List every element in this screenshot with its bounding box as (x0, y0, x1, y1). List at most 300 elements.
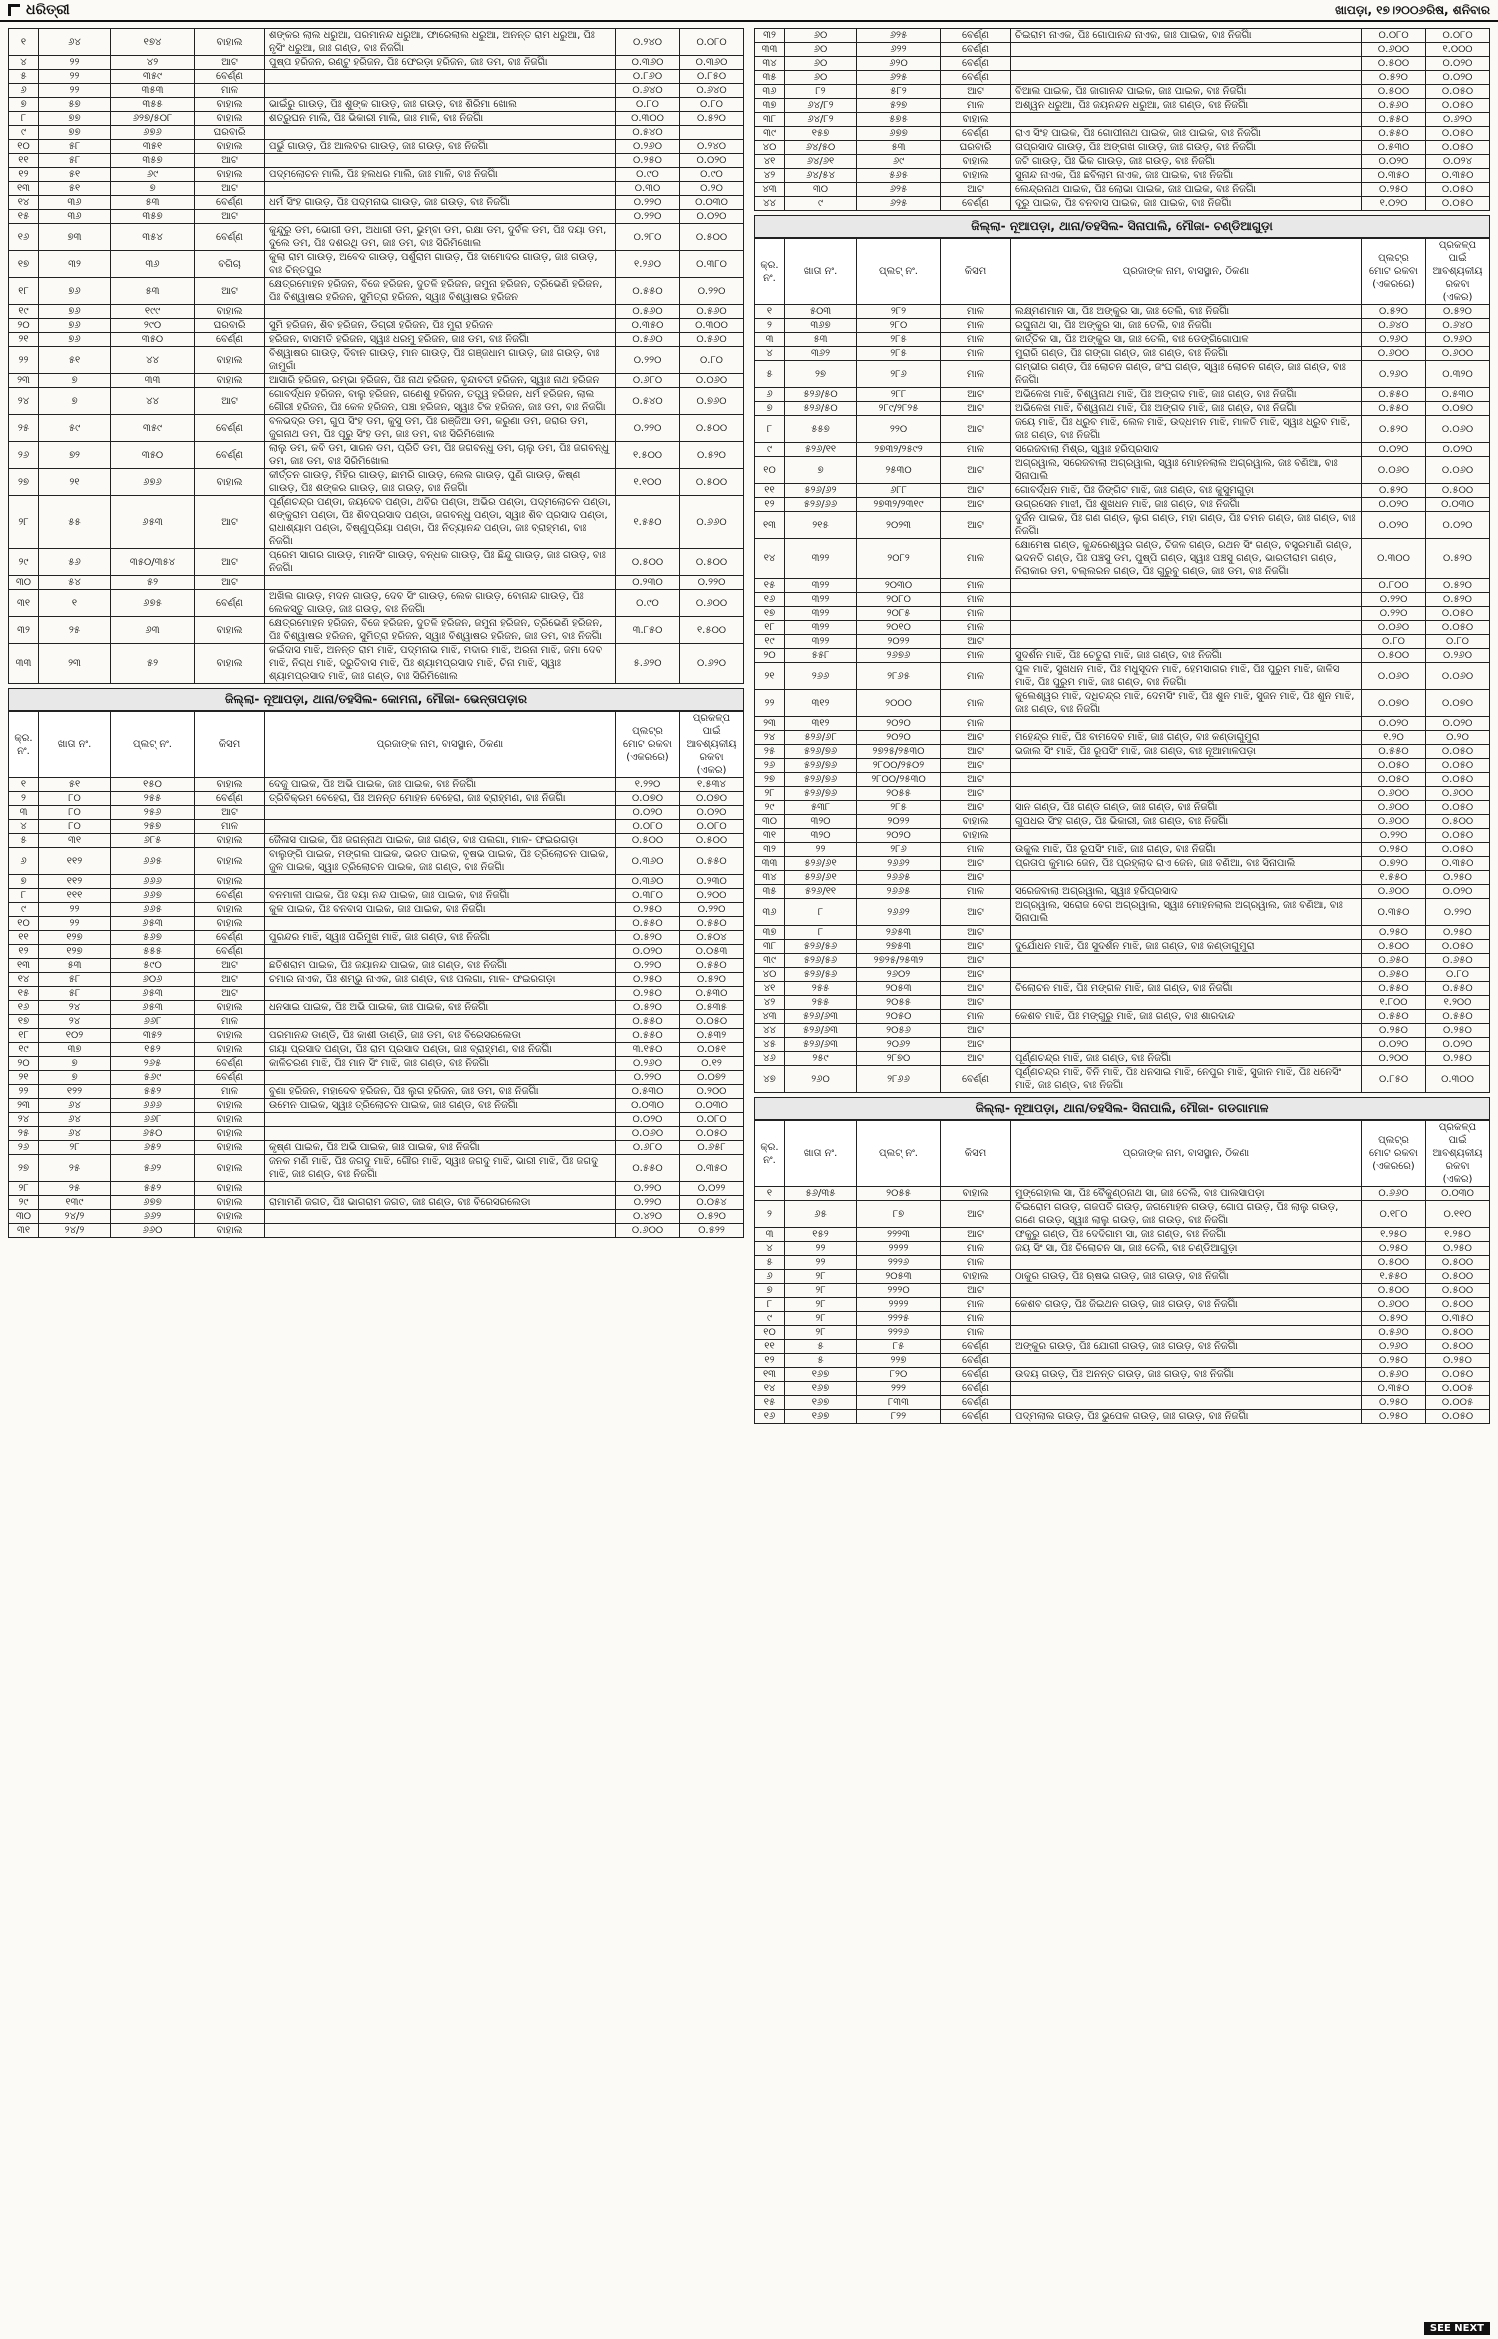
cell-sl: ୧୧ (9, 154, 39, 168)
cell-kisam: ଆଟ (941, 982, 1011, 996)
cell-total: ୦.୨୦୦ (1362, 1052, 1426, 1066)
table-row (755, 579, 1490, 593)
cell-plot: ୨୮୦ (857, 319, 941, 333)
table-row (9, 1001, 744, 1015)
cell-owner (1011, 871, 1362, 885)
cell-req: ୦.୦୭୨ (680, 1071, 744, 1085)
column-header-sl: କ୍ର. ନଂ. (9, 712, 39, 778)
cell-kisam: ମାଳ (941, 663, 1011, 690)
cell-plot: ୩୫୩ (111, 84, 195, 98)
cell-owner: ପୁରନ୍ଦର ମାଝି, ସ୍ୱାଃ ପରିମୁଖ ମାଝି, ଜାଃ ଗଣ୍ଡ, ବାଃ ନିଜର୍ଗାଁ (265, 931, 616, 945)
cell-total: ୦.୫୩୦ (1362, 141, 1426, 155)
cell-sl: ୩୦ (9, 576, 39, 590)
cell-req: ୦.୮୦ (1426, 968, 1490, 982)
column-header-plot: ପ୍ଲଟ୍ ନଂ. (111, 712, 195, 778)
table-row (9, 415, 744, 442)
cell-kisam: ମାଳ (941, 1298, 1011, 1312)
cell-sl: ୪ (9, 820, 39, 834)
cell-kisam: ଆଟ (195, 496, 265, 549)
table-row (755, 197, 1490, 211)
cell-khata: ୮୦ (39, 792, 111, 806)
cell-kisam: ମାଳ (941, 621, 1011, 635)
cell-khata: ୧୬୭ (785, 1396, 857, 1410)
cell-req: ୧.୨୫୦ (1426, 1228, 1490, 1242)
cell-total: ୦.୦୨୦ (1362, 155, 1426, 169)
cell-sl: ୩୨ (9, 617, 39, 644)
cell-req: ୦.୦୫୦ (1426, 197, 1490, 211)
cell-khata: ୫ (785, 1354, 857, 1368)
cell-plot: ୨୦୦୦ (857, 690, 941, 717)
column-header-khata: ଖାତା ନଂ. (785, 1121, 857, 1187)
cell-kisam: ମାଳ (195, 84, 265, 98)
cell-plot: ୪୨ (111, 56, 195, 70)
cell-owner: କୁଲା ରାମ ଗାଉଡ଼, ଅବେଦ ଗାଉଡ଼, ପର୍ଶୁରାମ ଗାଉଡ଼, ପିଃ ଦାମୋଦର ଗାଉଡ଼, ଜାଃ ଗଉଡ଼, ବାଃ ଚିନ୍ତପୁର (265, 251, 616, 278)
table-row (755, 801, 1490, 815)
cell-sl: ୩୦ (9, 1210, 39, 1224)
cell-owner (1011, 593, 1362, 607)
cell-req: ୦.୬୨୦ (1426, 113, 1490, 127)
cell-total: ୦.୬୦୦ (1362, 43, 1426, 57)
cell-khata: ୫୨୬/୭୬ (785, 745, 857, 759)
cell-sl: ୧୬ (755, 1410, 785, 1424)
cell-req: ୦.୦୨୦ (1426, 71, 1490, 85)
cell-plot: ୨୬୦୨ (857, 968, 941, 982)
cell-req: ୦.୩୫୦ (1426, 857, 1490, 871)
table-row (9, 1071, 744, 1085)
cell-sl: ୧୧ (755, 1340, 785, 1354)
cell-owner (1011, 926, 1362, 940)
table-row (9, 987, 744, 1001)
cell-req: ୦.୫୬୦ (680, 305, 744, 319)
cell-plot: ୨୨୨୩ (857, 1228, 941, 1242)
cell-plot: ୨୮୭୦ (857, 1052, 941, 1066)
cell-owner: ଫକୁରୁ ଗଣ୍ଡ, ପିଃ ଦେଦିଗାମ ସା, ଜାଃ ଗଣ୍ଡ, ବାଃ ନିଜର୍ଗାଁ (1011, 1228, 1362, 1242)
cell-kisam: ବେର୍ଣ୍ଣ (195, 792, 265, 806)
cell-sl: ୧୪ (755, 539, 785, 579)
cell-khata: ୫୨୬/୫୬ (785, 940, 857, 954)
cell-plot: ୨୬୬୫ (857, 871, 941, 885)
cell-kisam: ଘରବାରି (195, 319, 265, 333)
cell-owner: ସୁଦର୍ଶନ ମାଝି, ପିଃ ଚେତୁରା ମାଝି, ଜାଃ ଗଣ୍ଡ, ବାଃ ନିଜର୍ଗାଁ (1011, 649, 1362, 663)
cell-owner: ଦେଜୁ ପାଇକ, ପିଃ ଅଭି ପାଇକ, ଜାଃ ପାଇକ, ବାଃ ନିଜର୍ଗାଁ (265, 778, 616, 792)
table-row (755, 1284, 1490, 1298)
cell-req: ୦.୮୦ (1426, 635, 1490, 649)
cell-owner: ଜୈଳାସ ପାଇକ, ପିଃ ଜଗନ୍ନାଥ ପାଇକ, ଜାଃ ଗଣ୍ଡ, ବାଃ ପଲଗା, ମାଳ- ଫଇରଗଡ଼ା (265, 834, 616, 848)
cell-sl: ୩୬ (755, 85, 785, 99)
cell-total: ୦.୬୮୦ (616, 1141, 680, 1155)
cell-req: ୦.୬୦୦ (1426, 347, 1490, 361)
table-row (755, 663, 1490, 690)
cell-total: ୦.୦୮୦ (1362, 29, 1426, 43)
table-row (9, 617, 744, 644)
cell-kisam: ବେର୍ଣ୍ଣ (195, 442, 265, 469)
cell-kisam: ମାଳ (941, 347, 1011, 361)
cell-khata: ୮୦ (39, 820, 111, 834)
cell-kisam: ବାହାଲ (941, 1270, 1011, 1284)
cell-kisam: ବାହାଲ (195, 903, 265, 917)
cell-req: ୦.୫୩୫ (680, 1001, 744, 1015)
cell-khata: ୯ (785, 197, 857, 211)
cell-owner (1011, 968, 1362, 982)
cell-khata: ୨୫୯ (785, 1052, 857, 1066)
cell-req: ୦.୨୬୦ (1426, 649, 1490, 663)
cell-owner: ବନମାଳୀ ପାଇକ, ପିଃ ଦୟା ନନ୍ଦ ପାଇକ, ଜାଃ ପାଇକ, ବାଃ ନିଜର୍ଗାଁ (265, 889, 616, 903)
cell-total: ୦.୮୦ (1362, 635, 1426, 649)
table-row (755, 43, 1490, 57)
cell-total: ୦.୬୮୦ (616, 374, 680, 388)
cell-sl: ୨୦ (9, 1057, 39, 1071)
cell-khata: ୭ (39, 1071, 111, 1085)
cell-owner (1011, 1382, 1362, 1396)
cell-plot: ୫୩ (111, 278, 195, 305)
cell-khata: ୭୬ (39, 319, 111, 333)
cell-owner: କୁଲେଶ୍ୱର ମାଝି, ଦଧିଚନ୍ଦ୍ର ମାଝି, ଦେମସିଂ ମାଝି, ପିଃ ଶୁନ ମାଝି, ସୁଜନ ମାଝି, ପିଃ ଶୁନ ମାଝି, ଜାଃ ଗଣ୍ଡ, ବାଃ ନିଜର୍ଗାଁ (1011, 690, 1362, 717)
table-row (755, 57, 1490, 71)
cell-kisam: ଆଟ (941, 731, 1011, 745)
cell-sl: ୧୫ (9, 210, 39, 224)
cell-kisam: ବେର୍ଣ୍ଣ (941, 1382, 1011, 1396)
cell-req: ୦.୦୨୦ (1426, 512, 1490, 539)
cell-owner: ସୁନାନ୍ଦ ନାଏକ, ପିଃ ଛବିଲାମ ନାଏକ, ଜାଃ ପାଇକ, ବାଃ ନିଜର୍ଗାଁ (1011, 169, 1362, 183)
table-row (755, 871, 1490, 885)
cell-sl: ୯ (9, 126, 39, 140)
cell-owner (1011, 57, 1362, 71)
cell-kisam: ଆଟ (195, 278, 265, 305)
cell-khata: ୫୨୬/୫୦ (785, 402, 857, 416)
cell-khata: ୫୦୩ (785, 305, 857, 319)
cell-kisam: ବେର୍ଣ୍ଣ (195, 945, 265, 959)
cell-khata: ୭୩ (39, 224, 111, 251)
cell-owner: ଦୁର୍ଜନ ପାଇକ, ପିଃ ଗଣ ଗଣ୍ଡ, ଲୁଗ ଗଣ୍ଡ, ମହା ଗଣ୍ଡ, ପିଃ ଚମନ ଗଣ୍ଡ, ଜାଃ ଗଣ୍ଡ, ବାଃ ନିଜର୍ଗାଁ (1011, 512, 1362, 539)
cell-sl: ୩୬ (755, 899, 785, 926)
cell-khata: ୭ (39, 374, 111, 388)
cell-sl: ୪୩ (755, 183, 785, 197)
cell-req: ୦.୬୦୦ (680, 590, 744, 617)
cell-owner: ଲେନ୍ଦ୍ରନାଥ ପାଇକ, ପିଃ ଲୋଭା ପାଇକ, ଜାଃ ପାଇକ, ବାଃ ନିଜର୍ଗାଁ (1011, 183, 1362, 197)
brand (8, 2, 70, 18)
cell-plot: ୨୨୨ (857, 1382, 941, 1396)
cell-plot: ୨୮୫ (857, 801, 941, 815)
cell-kisam: ଆଟ (195, 973, 265, 987)
cell-total: ୧.୮୦୦ (1362, 996, 1426, 1010)
cell-req: ୦.୦୮୦ (1426, 29, 1490, 43)
cell-sl: ୭ (755, 402, 785, 416)
table-row (9, 154, 744, 168)
cell-kisam: ମାଳ (195, 1015, 265, 1029)
table-row (9, 1113, 744, 1127)
table-row (755, 512, 1490, 539)
cell-khata: ୧୧୨ (39, 875, 111, 889)
cell-plot: ୩୫୯ (111, 415, 195, 442)
cell-plot: ୨୭୫୩ (857, 940, 941, 954)
table-row (755, 885, 1490, 899)
cell-total: ୦.୨୫୦ (616, 987, 680, 1001)
table-row (755, 1038, 1490, 1052)
cell-sl: ୨୮ (755, 787, 785, 801)
cell-kisam: ମାଳ (941, 690, 1011, 717)
cell-kisam: ମାଳ (941, 649, 1011, 663)
cell-khata: ୨୨ (39, 70, 111, 84)
cell-khata: ୨୨ (785, 843, 857, 857)
column-header-total: ପ୍ଲଟ୍‌ର ମୋଟ ରକବା (ଏକରରେ) (1362, 1121, 1426, 1187)
cell-req: ୦.୩୬୦ (680, 56, 744, 70)
cell-req: ୦.୨୦୦ (680, 889, 744, 903)
cell-sl: ୩୫ (755, 71, 785, 85)
cell-khata: ୫୫୭ (785, 416, 857, 443)
cell-kisam: ମାଳ (941, 717, 1011, 731)
cell-owner (1011, 996, 1362, 1010)
cell-plot: ୫୬୯ (111, 1071, 195, 1085)
cell-owner (265, 1224, 616, 1238)
column-header-total: ପ୍ଲଟ୍‌ର ମୋଟ ରକବା (ଏକରରେ) (616, 712, 680, 778)
cell-plot: ୬୬୦ (111, 1224, 195, 1238)
cell-owner (1011, 1396, 1362, 1410)
cell-total: ୦.୫୫୦ (616, 1015, 680, 1029)
cell-sl: ୩୧ (755, 829, 785, 843)
cell-khata: ୬୪/୬୧ (785, 155, 857, 169)
cell-khata: ୫୧ (39, 778, 111, 792)
cell-req: ୦.୮୦ (680, 347, 744, 374)
cell-total: ୦.୨୬୦ (616, 1057, 680, 1071)
cell-kisam: ବେର୍ଣ୍ଣ (195, 931, 265, 945)
cell-plot: ୫୭୫ (857, 113, 941, 127)
cell-khata: ୭ (785, 457, 857, 484)
cell-total: ୦.୬୦୦ (616, 1224, 680, 1238)
cell-total: ୦.୦୬୦ (1362, 663, 1426, 690)
table-row (755, 141, 1490, 155)
table-row (9, 903, 744, 917)
cell-plot: ୨୮୬ (857, 361, 941, 388)
cell-kisam: ବାହାଲ (195, 98, 265, 112)
cell-sl: ୭ (9, 98, 39, 112)
cell-owner (1011, 1354, 1362, 1368)
cell-req: ୦.୬୬୦ (680, 496, 744, 549)
cell-khata: ୭୬ (39, 278, 111, 305)
table-row (9, 196, 744, 210)
table-header-row (755, 239, 1490, 305)
cell-khata: ୨୨ (785, 1242, 857, 1256)
table-row (9, 70, 744, 84)
column-header-kisam: କିସମ (941, 239, 1011, 305)
cell-owner (265, 126, 616, 140)
cell-kisam: ଆଟ (195, 576, 265, 590)
masthead (0, 0, 1498, 22)
table-row (755, 773, 1490, 787)
cell-khata: ୬୪ (39, 1099, 111, 1113)
cell-sl: ୨୫ (9, 1127, 39, 1141)
table-row (9, 945, 744, 959)
cell-req: ୦.୧୨ (680, 1057, 744, 1071)
column-header-khata: ଖାତା ନଂ. (39, 712, 111, 778)
cell-khata: ୨୫ (39, 617, 111, 644)
cell-req: ୦.୦୨୪ (1426, 155, 1490, 169)
cell-total: ୦.୬୦୦ (1362, 347, 1426, 361)
cell-khata: ୬୪ (39, 1127, 111, 1141)
table-row (9, 84, 744, 98)
cell-total: ୦.୫୫୦ (1362, 127, 1426, 141)
cell-total: ୧.୨୦ (1362, 731, 1426, 745)
cell-req: ୦.୦୨୦ (1426, 885, 1490, 899)
cell-kisam: ଆଟ (941, 1024, 1011, 1038)
table-row (755, 759, 1490, 773)
cell-plot: ୬୬୫ (111, 848, 195, 875)
cell-total: ୦.୩୫୦ (616, 319, 680, 333)
cell-khata: ୩୨୨ (785, 539, 857, 579)
cell-sl: ୩୧ (9, 1224, 39, 1238)
cell-kisam: ବେର୍ଣ୍ଣ (941, 57, 1011, 71)
cell-kisam: ବାହାଲ (195, 1001, 265, 1015)
cell-kisam: ବାହାଲ (195, 1099, 265, 1113)
cell-owner: କେଶବ ଗଉଡ଼, ପିଃ ଜିଇଥନ ଗଉଡ଼, ଜାଃ ଗଉଡ଼, ବାଃ ନିଜର୍ଗାଁ (1011, 1298, 1362, 1312)
cell-owner: ଜୟେ ମାଝି, ପିଃ ଧ୍ରୁବ ମାଝି, ଲେଳ ମାଝି, ଉଦ୍ଧମନ ମାଝି, ମାଳତି ମାଝି, ସ୍ୱାଃ ଧ୍ରୁବ ମାଝି, ଜାଃ ଗଣ୍ଡ, ବାଃ ନିଜର୍ଗାଁ (1011, 416, 1362, 443)
cell-kisam: ଆଟ (941, 773, 1011, 787)
cell-khata: ୬୪/୮୨ (785, 99, 857, 113)
cell-total: ୦.୫୨୦ (616, 931, 680, 945)
cell-total: ୦.୫୫୦ (1362, 388, 1426, 402)
cell-owner: କାଳିଚରଣ ମାଝି, ପିଃ ମାନ ସିଂ ମାଝି, ଜାଃ ଗଣ୍ଡ, ବାଃ ନିଜର୍ଗାଁ (265, 1057, 616, 1071)
cell-owner (265, 576, 616, 590)
cell-req: ୦.୫୫୦ (680, 848, 744, 875)
cell-req: ୦.୦୭୦ (680, 792, 744, 806)
cell-total: ୦.୬୫୦ (1362, 954, 1426, 968)
cell-req: ୧.୨୦୦ (1426, 996, 1490, 1010)
cell-owner: ବିଶ୍ୱାଷର ଗାଉଡ଼, ଦିବାନ ଗାଉଡ଼, ମାନ ଗାଉଡ଼, ପିଃ ଗଞ୍ଜଧାମ ଗାଉଡ଼, ଜାଃ ଗଉଡ଼, ବାଃ ଜାମୁଗାଁ (265, 347, 616, 374)
cell-plot: ୬୭୭ (111, 1196, 195, 1210)
cell-plot: ୨୦୨୨ (857, 635, 941, 649)
cell-owner: ସରେଜବାଲା ମିଶ୍ର, ସ୍ୱାଃ ହରିପ୍ରସାଦ (1011, 443, 1362, 457)
cell-owner: ସୁମି ହରିଜନ, ଶିବ ହରିଜନ, ଡିଗ୍ରୀ ହରିଜନ, ପିଃ ମୁରା ହରିଜନ (265, 319, 616, 333)
table-row (755, 1024, 1490, 1038)
cell-req: ୦.୫୦୦ (1426, 1298, 1490, 1312)
table-row (9, 388, 744, 415)
cell-req: ୦.୨୩୦ (680, 875, 744, 889)
cell-owner: ପଦ୍ମଲାଲ ଗଉଡ଼, ପିଃ ଭୁପେଳ ଗଉଡ଼, ଜାଃ ଗଉଡ଼, ବାଃ ନିଜର୍ଗାଁ (1011, 1410, 1362, 1424)
cell-plot: ୨୦୩୦ (857, 579, 941, 593)
cell-kisam: ବାହାଲ (195, 875, 265, 889)
cell-sl: ୭ (755, 1284, 785, 1298)
cell-plot: ୨୮୦୦/୨୫୦୨ (857, 759, 941, 773)
cell-sl: ୨୬ (755, 759, 785, 773)
cell-kisam: ଆଟ (195, 549, 265, 576)
cell-sl: ୬ (755, 388, 785, 402)
cell-khata: ୭୭ (39, 126, 111, 140)
cell-kisam: ବେର୍ଣ୍ଣ (195, 224, 265, 251)
cell-plot: ୮୫ (857, 1340, 941, 1354)
cell-req: ୦.୬୪୦ (680, 84, 744, 98)
cell-plot: ୧୫୦ (111, 778, 195, 792)
dateline: ଖାପଡ଼ା, ୧୭।୨୦୦୬ରିଷ, ଶନିବାର (1335, 2, 1490, 17)
table-row (9, 644, 744, 684)
cell-sl: ୩୩ (9, 644, 39, 684)
cell-sl: ୧୩ (9, 182, 39, 196)
cell-req: ୦.୦୫୦ (1426, 1410, 1490, 1424)
cell-sl: ୫ (755, 1256, 785, 1270)
see-next-badge: SEE NEXT (1424, 2322, 1490, 2335)
cell-kisam: ମାଳ (941, 593, 1011, 607)
cell-khata: ୫୧ (39, 182, 111, 196)
cell-plot: ୨୦୨୨ (857, 815, 941, 829)
cell-khata: ୨୮ (785, 1284, 857, 1298)
cell-plot: ୨୨୨୨ (857, 1242, 941, 1256)
cell-kisam: ମାଳ (941, 539, 1011, 579)
cell-khata: ୭୭ (39, 112, 111, 126)
cell-sl: ୩ (755, 1228, 785, 1242)
cell-sl: ୧୯ (9, 305, 39, 319)
cell-plot: ୫୫୨ (111, 1182, 195, 1196)
table-row (9, 98, 744, 112)
cell-khata: ୧୦୨ (39, 1029, 111, 1043)
cell-total: ୦.୫୪୦ (616, 126, 680, 140)
cell-khata: ୩୬ (39, 210, 111, 224)
cell-req: ୦.୫୦୦ (1426, 1270, 1490, 1284)
cell-khata: ୩୬୨ (785, 347, 857, 361)
cell-req: ୦.୩୨୦ (1426, 361, 1490, 388)
cell-khata: ୫୧ (39, 168, 111, 182)
cell-sl: ୩୩ (755, 857, 785, 871)
table-row (9, 576, 744, 590)
table-row (9, 875, 744, 889)
table-row (9, 496, 744, 549)
cell-plot: ୩୫୧ (111, 140, 195, 154)
cell-kisam: ଘରବାରି (941, 141, 1011, 155)
cell-owner: ରଘୁନାଥ ସା, ପିଃ ଅଙ୍କୁର ସା, ଜାଃ ତେଲି, ବାଃ ନିଜର୍ଗାଁ (1011, 319, 1362, 333)
cell-total: ୦.୩୫୦ (1362, 899, 1426, 926)
table-row (9, 1043, 744, 1057)
cell-total: ୧.୫୫୦ (616, 496, 680, 549)
cell-khata: ୨୨ (39, 56, 111, 70)
cell-req: ୦.୨୦୦ (680, 1085, 744, 1099)
cell-plot: ୬୨୭/୫୦୮ (111, 112, 195, 126)
cell-owner: ସରେଜବାଲା ଅଗ୍ରୱାଲ, ସ୍ୱାଃ ହରିପ୍ରସାଦ (1011, 885, 1362, 899)
table-row (755, 498, 1490, 512)
cell-total: ୦.୦୨୦ (1362, 498, 1426, 512)
cell-req: ୦.୭୬୦ (680, 388, 744, 415)
cell-owner (265, 70, 616, 84)
cell-sl: ୨୨ (755, 690, 785, 717)
cell-sl: ୪୨ (755, 996, 785, 1010)
cell-khata: ୩୨୦ (785, 829, 857, 843)
cell-kisam: ବାହାଲ (195, 1224, 265, 1238)
cell-khata: ୩୧ (39, 834, 111, 848)
cell-total: ୦.୮୬୦ (616, 70, 680, 84)
cell-total: ୦.୨୬୦ (1362, 333, 1426, 347)
cell-owner: ଧର୍ମ ସିଂହ ଗାଉଡ଼, ପିଃ ପଦ୍ମନାଭ ଗାଉଡ଼, ଜାଃ ଗଉଡ଼, ବାଃ ନିଜର୍ଗାଁ (265, 196, 616, 210)
cell-total: ୦.୩୦ (616, 182, 680, 196)
cell-sl: ୩ (9, 806, 39, 820)
cell-total: ୦.୮୦୦ (1362, 579, 1426, 593)
cell-req: ୦.୦୫୦ (1426, 759, 1490, 773)
cell-req: ୦.୦୫୦ (1426, 141, 1490, 155)
cell-sl: ୧୨ (755, 1354, 785, 1368)
cell-khata: ୨୪ (39, 1001, 111, 1015)
cell-owner: ଶଙ୍କର ଲାଲ ଧରୁଆ, ପରମାନନ୍ଦ ଧରୁଆ, ଫାରେଲାଲ ଧରୁଆ, ଅନନ୍ତ ରାମ ଧରୁଆ, ପିଃ ନୃସିଂ ଧରୁଆ, ଜାଃ ଗଣ୍ଡ, ବାଃ ନିଜର୍ଗାଁ (265, 29, 616, 56)
cell-plot: ୫୫୨ (111, 1085, 195, 1099)
cell-req: ୦.୬୦୦ (1426, 787, 1490, 801)
cell-plot: ୨୦୫୫ (857, 1187, 941, 1201)
cell-req: ୦.୦୮୦ (680, 820, 744, 834)
cell-owner (1011, 607, 1362, 621)
cell-plot: ୫୩ (111, 196, 195, 210)
cell-req: ୦.୫୦୦ (680, 469, 744, 496)
cell-plot: ୮୨୦ (857, 1368, 941, 1382)
cell-sl: ୧୮ (9, 278, 39, 305)
table-right-top (754, 28, 1490, 211)
cell-kisam: ବାହାଲ (195, 1196, 265, 1210)
cell-sl: ୮ (755, 416, 785, 443)
cell-sl: ୩୯ (755, 127, 785, 141)
cell-owner: ଗୟା ପ୍ରସାଦ ପଣ୍ଡା, ପିଃ ରାମ ପ୍ରସାଦ ପଣ୍ଡା, ଜାଃ ବ୍ରାହ୍ମଣ, ବାଃ ନିଜର୍ଗାଁ (265, 1043, 616, 1057)
table-row (755, 539, 1490, 579)
